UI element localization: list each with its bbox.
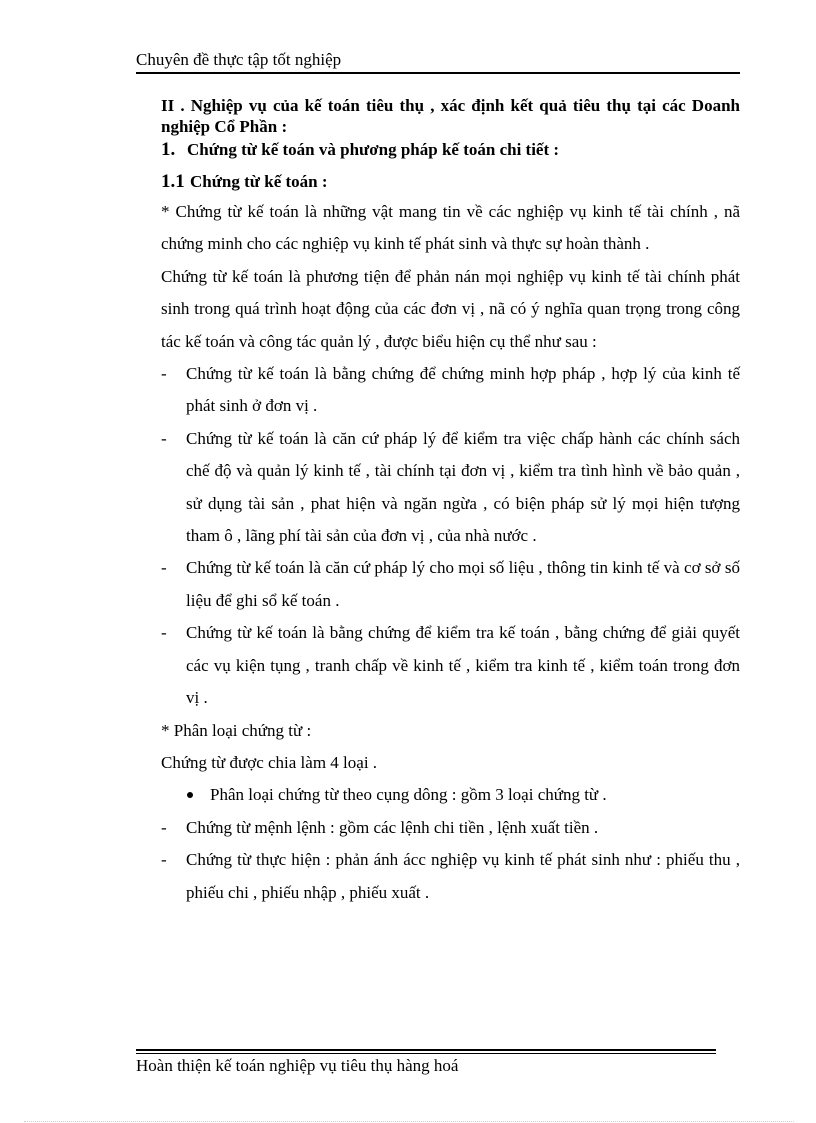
- list-item-text: Chứng từ kế toán là bằng chứng để kiểm tra kế toán , bằng chứng để giải quyết các vụ kiện tụng , tranh chấp về kinh tế , kiểm tra kinh tế , kiểm toán trong đơn vị .: [186, 623, 740, 708]
- page-header: Chuyên đề thực tập tốt nghiệp: [136, 49, 740, 74]
- classification-label: * Phân loại chứng từ :: [161, 720, 312, 740]
- page-content: [161, 95, 740, 909]
- subsection-heading-1: [161, 139, 740, 161]
- subsection-title-1-1: Chứng từ kế toán :: [190, 172, 328, 191]
- list-marker: -: [161, 817, 167, 837]
- list-marker: -: [161, 850, 167, 870]
- paragraph-role: Chứng từ kế toán là phương tiện để phản nán mọi nghiệp vụ kinh tế tài chính phát sinh trong quá trình hoạt động của các đơn vị , nã có ý nghĩa quan trọng trong công tác kế toán và công tác quản lý , được biểu hiện cụ thể như sau :: [161, 266, 740, 351]
- list-marker: -: [161, 364, 167, 384]
- section-heading: II . Nghiệp vụ của kế toán tiêu thụ , xác định kết quả tiêu thụ tại các Doanh nghiệp Cổ Phần :: [161, 96, 740, 136]
- list-item: [161, 812, 740, 844]
- list-item: [161, 552, 740, 617]
- list-item: [161, 358, 740, 423]
- list-marker: -: [161, 428, 167, 448]
- list-item: [161, 423, 740, 553]
- list-item-text: Chứng từ kế toán là căn cứ pháp lý để kiểm tra việc chấp hành các chính sách chế độ và quản lý kinh tế , tài chính tại đơn vị , kiểm tra tình hình về bảo quản , sử dụng tài sản , phat hiện và ngăn ngừa , có biện pháp sử lý mọi hiện tượng tham ô , lãng phí tài sản của đơn vị , của nhà nước .: [186, 428, 740, 546]
- list-marker: -: [161, 623, 167, 643]
- footer-rule-thin: [136, 1053, 716, 1054]
- page-footer: Hoàn thiện kế toán nghiệp vụ tiêu thụ hàng hoá: [136, 1056, 459, 1075]
- footer-rule-thick: [136, 1049, 716, 1051]
- list-item: [161, 844, 740, 909]
- bullet-item: [161, 779, 740, 811]
- paragraph-definition: * Chứng từ kế toán là những vật mang tin về các nghiệp vụ kinh tế tài chính , nã chứng minh cho các nghiệp vụ kinh tế phát sinh và thực sự hoàn thành .: [161, 202, 740, 254]
- list-item: [161, 617, 740, 714]
- subsection-number-1: 1.: [161, 139, 176, 160]
- list-item-text: Chứng từ thực hiện : phản ánh ácc nghiệp vụ kinh tế phát sinh như : phiếu thu , phiếu chi , phiếu nhập , phiếu xuất .: [186, 850, 740, 902]
- subsection-number-1-1: 1.1: [161, 171, 185, 192]
- list-item-text: Chứng từ kế toán là căn cứ pháp lý cho mọi số liệu , thông tin kinh tế và cơ sở số liệu để ghi sổ kế toán .: [186, 558, 740, 610]
- list-item-text: Chứng từ mệnh lệnh : gồm các lệnh chi tiền , lệnh xuất tiền .: [186, 817, 599, 837]
- bullet-dot-icon: [187, 792, 193, 798]
- list-item-text: Chứng từ kế toán là bằng chứng để chứng minh hợp pháp , hợp lý của kinh tế phát sinh ở đơn vị .: [186, 364, 740, 416]
- bullet-item-text: Phân loại chứng từ theo cụng dông : gồm 3 loại chứng từ .: [210, 785, 607, 805]
- classification-intro: Chứng từ được chia làm 4 loại .: [161, 752, 378, 772]
- page-bottom-divider: [24, 1121, 794, 1122]
- subsection-heading-1-1: [161, 171, 740, 193]
- subsection-title-1: Chứng từ kế toán và phương pháp kế toán chi tiết :: [187, 140, 560, 159]
- list-marker: -: [161, 558, 167, 578]
